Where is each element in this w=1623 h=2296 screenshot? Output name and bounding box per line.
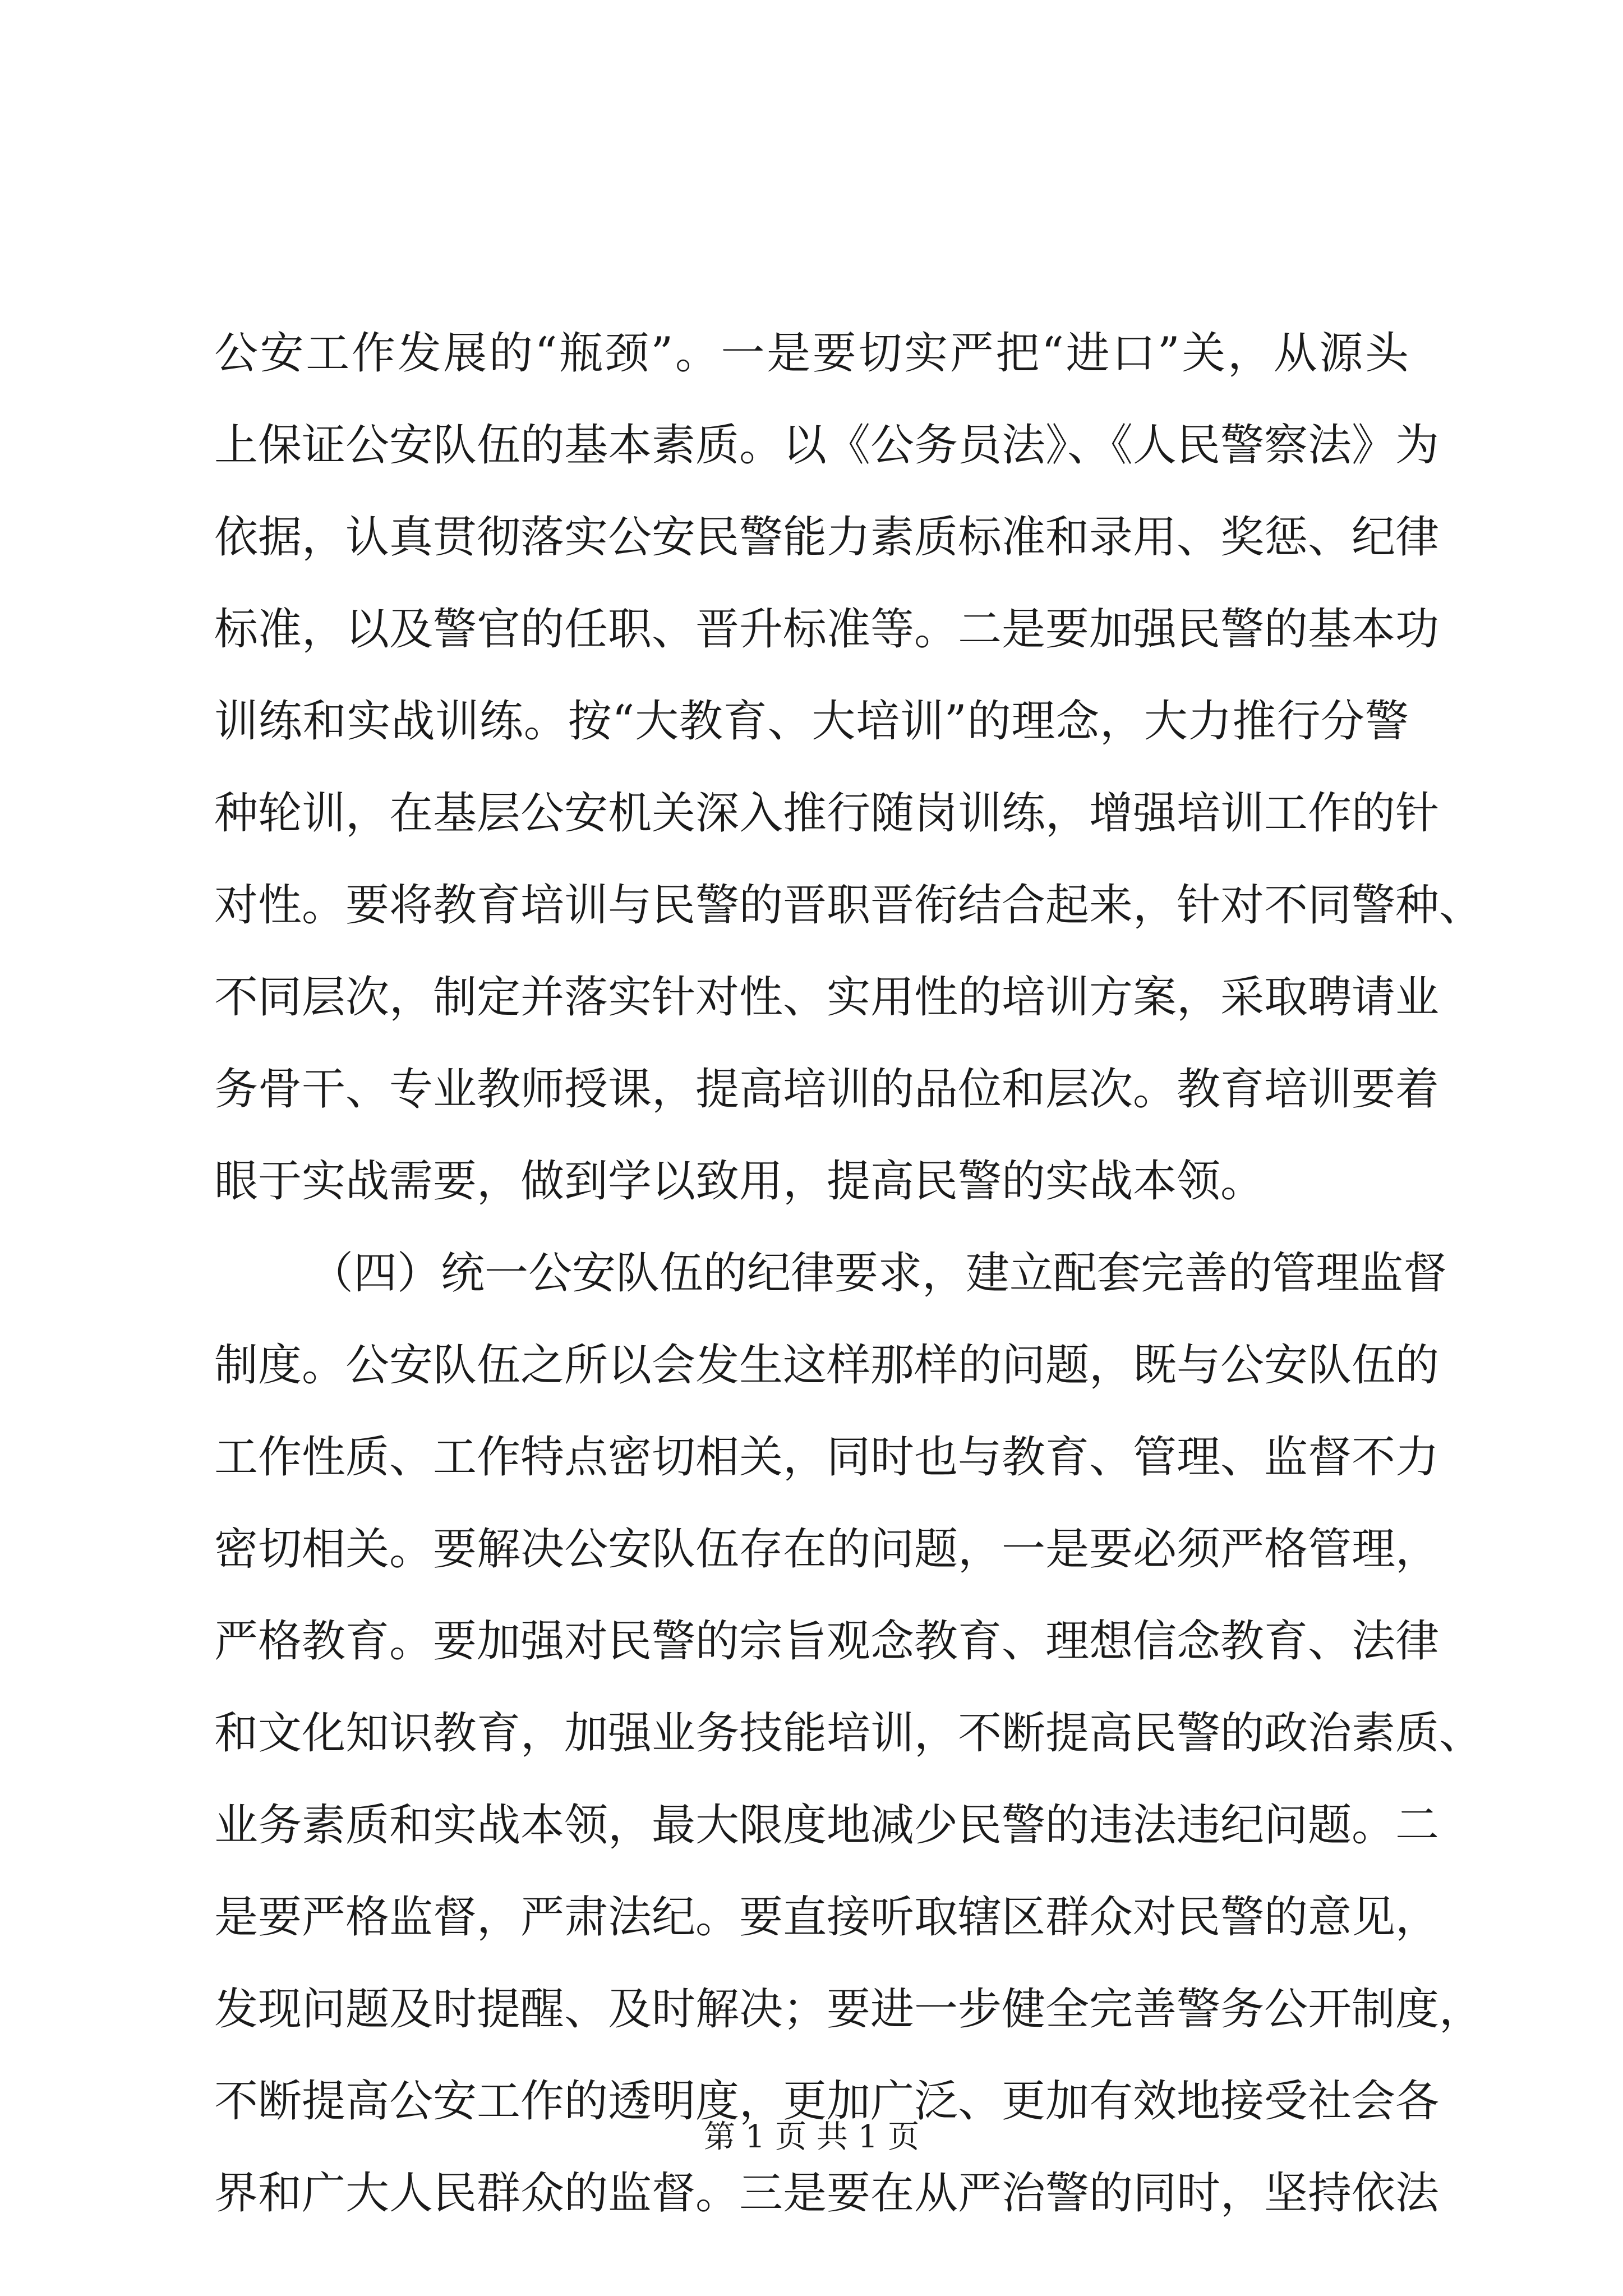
text-line: 严格教育。要加强对民警的宗旨观念教育、理想信念教育、法律 (214, 1616, 1440, 1667)
text-line: 工作性质、工作特点密切相关，同时也与教育、管理、监督不力 (214, 1432, 1440, 1483)
text-line: 眼于实战需要，做到学以致用，提高民警的实战本领。 (214, 1156, 1265, 1207)
text-line: 和文化知识教育，加强业务技能培训，不断提高民警的政治素质、 (214, 1708, 1483, 1759)
text-line: 公安工作发展的“瓶颈”。一是要切实严把“进口”关，从源头 (214, 328, 1409, 379)
text-line: 务骨干、专业教师授课，提高培训的品位和层次。教育培训要着 (214, 1064, 1440, 1115)
text-line: 种轮训，在基层公安机关深入推行随岗训练，增强培训工作的针 (214, 788, 1440, 839)
page-number-footer: 第 1 页 共 1 页 (703, 2119, 920, 2155)
text-line: 是要严格监督，严肃法纪。要直接听取辖区群众对民警的意见， (214, 1892, 1440, 1943)
text-line: 标准，以及警官的任职、晋升标准等。二是要加强民警的基本功 (214, 604, 1440, 655)
text-line: 制度。公安队伍之所以会发生这样那样的问题，既与公安队伍的 (214, 1340, 1440, 1391)
text-line: 上保证公安队伍的基本素质。以《公务员法》、《人民警察法》为 (214, 420, 1440, 471)
text-line: 发现问题及时提醒、及时解决；要进一步健全完善警务公开制度， (214, 1984, 1483, 2035)
section-heading-line: （四）统一公安队伍的纪律要求，建立配套完善的管理监督 (310, 1248, 1447, 1299)
text-line: 业务素质和实战本领，最大限度地减少民警的违法违纪问题。二 (214, 1800, 1440, 1851)
text-line: 界和广大人民群众的监督。三是要在从严治警的同时，坚持依法 (214, 2168, 1440, 2219)
text-line: 不断提高公安工作的透明度，更加广泛、更加有效地接受社会各 (214, 2076, 1440, 2127)
text-line: 依据，认真贯彻落实公安民警能力素质标准和录用、奖惩、纪律 (214, 512, 1440, 563)
body-text (214, 307, 1483, 2239)
text-line: 对性。要将教育培训与民警的晋职晋衔结合起来，针对不同警种、 (214, 880, 1483, 931)
text-line: 不同层次，制定并落实针对性、实用性的培训方案，采取聘请业 (214, 972, 1440, 1023)
text-line: 密切相关。要解决公安队伍存在的问题，一是要必须严格管理， (214, 1524, 1440, 1575)
text-line: 训练和实战训练。按“大教育、大培训”的理念，大力推行分警 (214, 696, 1409, 747)
